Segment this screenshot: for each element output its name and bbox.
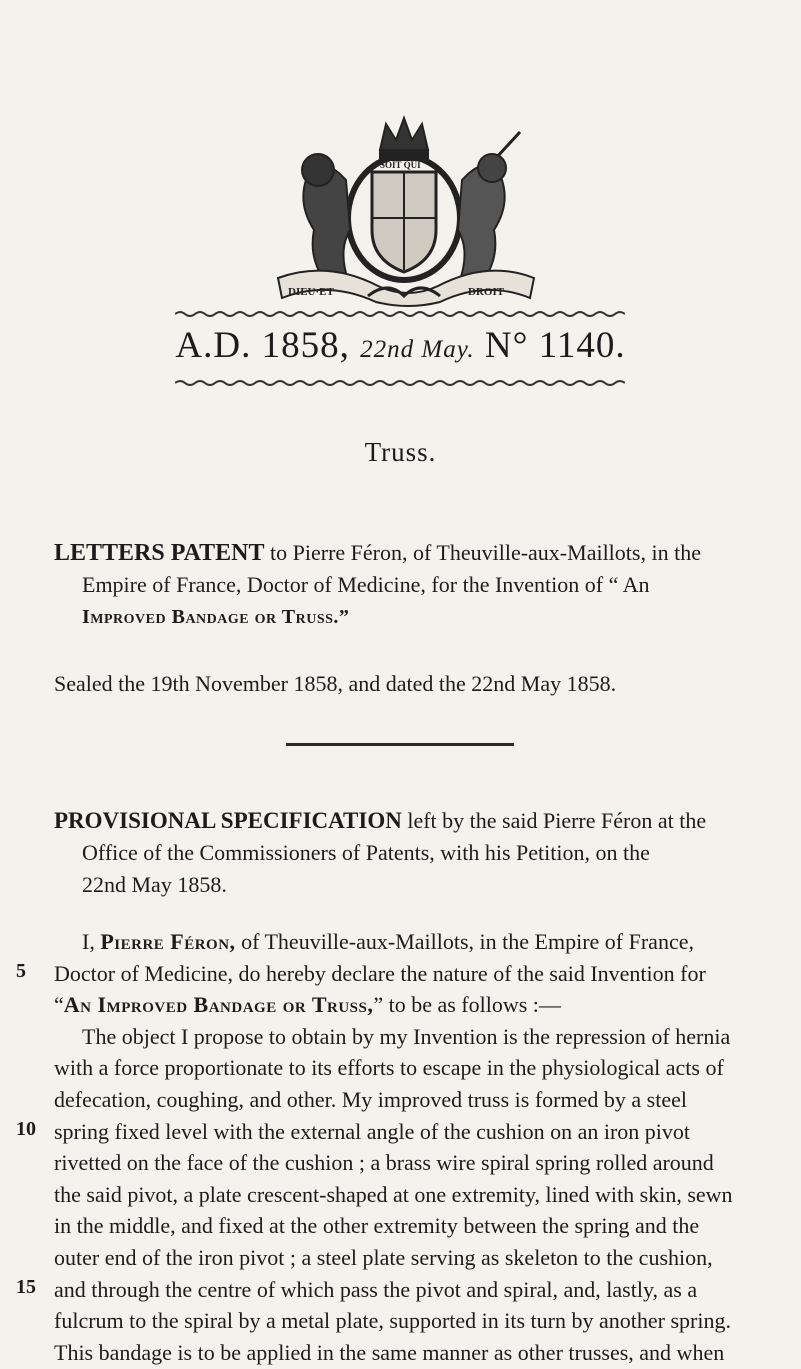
ad-label: A.D.: [175, 325, 252, 366]
body-line: This bandage is to be applied in the same manner as other trusses, and when: [54, 1340, 725, 1365]
motto-droit: DROIT: [468, 286, 505, 298]
body-line: Doctor of Medicine, do hereby declare the nature of the said Invention for: [54, 961, 706, 986]
separator-rule: [286, 743, 514, 746]
sealed-line: Sealed the 19th November 1858, and dated the 22nd May 1858.: [54, 671, 617, 696]
body-line: “An Improved Bandage or Truss,” to be as follows :—: [54, 992, 561, 1017]
line-number: 15: [16, 1276, 36, 1298]
body-line: spring fixed level with the external angle of the cushion on an iron pivot: [54, 1119, 691, 1144]
wavy-rule-top: [175, 309, 625, 319]
patent-year: 1858,: [261, 325, 350, 366]
provisional-line-1: [54, 805, 706, 837]
motto-dieu: DIEU·ET: [288, 286, 334, 298]
provisional-line-3: 22nd May 1858.: [82, 872, 227, 897]
body-line: outer end of the iron pivot ; a steel plate serving as skeleton to the cushion,: [54, 1245, 713, 1270]
letters-patent-line-1-text: to Pierre Féron, of Theuville-aux-Maillots, in the: [264, 540, 701, 565]
body-line: rivetted on the face of the cushion ; a brass wire spiral spring rolled around: [54, 1150, 714, 1175]
wavy-rule-bottom: [175, 378, 625, 388]
body-line: fulcrum to the spiral by a metal plate, supported in its turn by another spring.: [54, 1308, 731, 1333]
patent-number: N° 1140.: [484, 325, 626, 366]
line-number: 10: [16, 1118, 36, 1140]
letters-patent-line-2: Empire of France, Doctor of Medicine, for the Invention of “ An: [82, 572, 650, 597]
inventor-name: Pierre Féron,: [100, 929, 236, 954]
body-line: the said pivot, a plate crescent-shaped at one extremity, lined with skin, sewn: [54, 1182, 733, 1207]
provisional-line-2: Office of the Commissioners of Patents, with his Petition, on the: [82, 840, 650, 865]
letters-patent-line-3: Improved Bandage or Truss.”: [82, 606, 350, 628]
svg-text:SOIT QUI: SOIT QUI: [380, 160, 421, 170]
letters-patent-line-1: [54, 537, 701, 569]
letters-patent-lead: LETTERS PATENT: [54, 540, 265, 566]
line-number: 5: [16, 960, 26, 982]
body-line: I, Pierre Féron, of Theuville-aux-Maillots, in the Empire of France,: [82, 929, 694, 954]
body-line: in the middle, and fixed at the other extremity between the spring and the: [54, 1213, 700, 1238]
body-line: defecation, coughing, and other. My improved truss is formed by a steel: [54, 1087, 687, 1112]
provisional-lead: PROVISIONAL SPECIFICATION: [54, 808, 402, 833]
provisional-line-1-text: left by the said Pierre Féron at the: [401, 808, 707, 833]
body-line: and through the centre of which pass the pivot and spiral, and, lastly, as a: [54, 1277, 698, 1302]
patent-date-number: [0, 324, 801, 367]
body-line: The object I propose to obtain by my Invention is the repression of hernia: [82, 1024, 731, 1049]
patent-date-handwritten: 22nd May.: [360, 336, 475, 363]
document-title: Truss.: [364, 437, 437, 467]
royal-coat-of-arms-icon: [268, 110, 540, 308]
body-line: with a force proportionate to its efforts to escape in the physiological acts of: [54, 1055, 724, 1080]
invention-title: An Improved Bandage or Truss,: [63, 992, 374, 1017]
